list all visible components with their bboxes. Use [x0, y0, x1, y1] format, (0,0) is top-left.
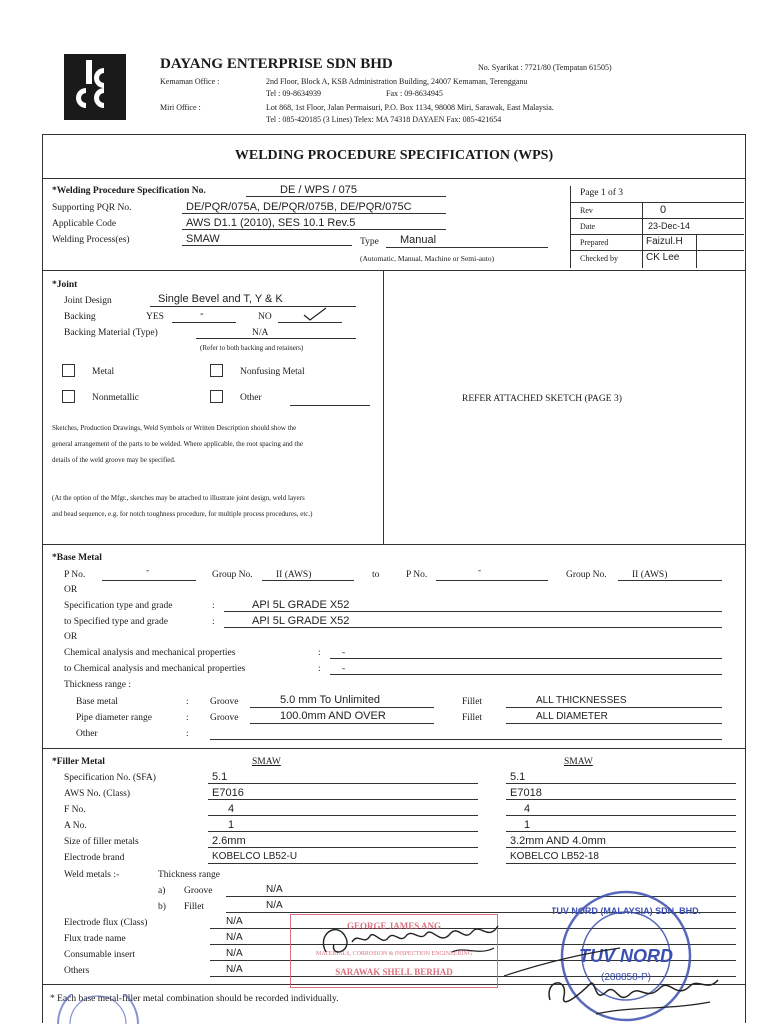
miri-address: Lot 868, 1st Floor, Jalan Permaisuri, P.O. Box 1134, 98008 Miri, Sarawak, East Malaysia.	[266, 103, 554, 112]
filler-row	[0, 770, 768, 786]
filler-fillet-label: Fillet	[184, 902, 205, 912]
kemaman-fax: Fax : 09-8634945	[386, 89, 443, 98]
filler-row-label: Size of filler metals	[64, 837, 139, 847]
groove-a-label: a)	[158, 886, 166, 896]
insert-value: N/A	[226, 948, 243, 959]
spec2-label: to Specified type and grade	[64, 617, 168, 627]
miri-label: Miri Office :	[160, 103, 201, 112]
type-label: Type	[360, 237, 379, 247]
filler-row-label: AWS No. (Class)	[64, 789, 130, 799]
pqr-value: DE/PQR/075A, DE/PQR/075B, DE/PQR/075C	[186, 201, 412, 213]
form-title: WELDING PROCEDURE SPECIFICATION (WPS)	[234, 148, 554, 163]
nonmetallic-checkbox[interactable]	[62, 390, 75, 403]
base-metal-heading: *Base Metal	[52, 553, 102, 563]
filler-row-v2: 1	[524, 819, 531, 831]
or-2: OR	[64, 632, 78, 642]
filler-row	[0, 818, 768, 834]
nonfusing-label: Nonfusing Metal	[240, 367, 305, 377]
filler-row-v2: E7018	[510, 787, 542, 799]
pno-value: -	[146, 566, 150, 576]
miri-tel: Tel : 085-420185 (3 Lines) Telex: MA 74318 DAYAEN Fax: 085-421654	[266, 115, 502, 124]
backing-material-label: Backing Material (Type)	[64, 328, 158, 338]
filler-col2-heading: SMAW	[564, 757, 593, 767]
other-checkbox[interactable]	[210, 390, 223, 403]
backing-yes-label: YES	[146, 312, 164, 322]
to-label: to	[372, 570, 380, 580]
filler-row-v1: 4	[228, 803, 235, 815]
chem2-value: -	[342, 664, 346, 674]
backing-material-value: N/A	[252, 328, 269, 338]
filler-row-v2: KOBELCO LB52-18	[510, 851, 599, 862]
pipe-groove-value: 100.0mm AND OVER	[280, 710, 386, 722]
or-1: OR	[64, 585, 78, 595]
base-fillet-label: Fillet	[462, 697, 483, 707]
tuv-stamp-num: (288858-P)	[600, 972, 652, 983]
group-label: Group No.	[212, 570, 253, 580]
joint-design-value: Single Bevel and T, Y & K	[158, 293, 283, 305]
trade-value: N/A	[226, 932, 243, 943]
code-label: Applicable Code	[52, 219, 117, 229]
nonfusing-checkbox[interactable]	[210, 364, 223, 377]
page-label: Page 1 of 3	[580, 188, 624, 198]
metal-label: Metal	[92, 367, 115, 377]
checked-label: Checked by	[580, 254, 618, 263]
backing-no-label: NO	[258, 312, 272, 322]
signature-1-icon	[312, 912, 512, 987]
type-note: (Automatic, Manual, Machine or Semi-auto)	[360, 254, 495, 263]
stamp-line-2: MATERIALS, CORROSION & INSPECTION ENGINEERING	[315, 951, 473, 957]
checked-value: CK Lee	[646, 252, 680, 263]
company-reg: No. Syarikat : 7721/80 (Tempatan 61505)	[478, 63, 612, 72]
spec2-value: API 5L GRADE X52	[252, 615, 350, 627]
wps-no-value: DE / WPS / 075	[280, 184, 358, 196]
nonmetallic-label: Nonmetallic	[92, 393, 139, 403]
pno-label: P No.	[64, 570, 86, 580]
backing-note: (Refer to both backing and retainers)	[200, 344, 304, 352]
company-name: DAYANG ENTERPRISE SDN BHD	[160, 56, 393, 72]
process-value: SMAW	[186, 233, 220, 245]
filler-row-v1: 5.1	[212, 771, 228, 783]
pipe-fillet-value: ALL DIAMETER	[536, 711, 608, 722]
filler-row-v2: 5.1	[510, 771, 526, 783]
kemaman-address: 2nd Floor, Block A, KSB Administration Building, 24007 Kemaman, Terengganu	[266, 77, 528, 86]
spec-label: Specification type and grade	[64, 601, 173, 611]
flux-value: N/A	[226, 916, 243, 927]
filler-row-v1: 1	[228, 819, 235, 831]
filler-row-label: Electrode brand	[64, 853, 125, 863]
footnote: * Each base metal-filler metal combination should be recorded individually.	[50, 994, 339, 1004]
fillet-b-label: b)	[158, 902, 166, 912]
chem-label: Chemical analysis and mechanical properties	[64, 648, 236, 658]
backing-no-check-icon	[302, 306, 328, 327]
prepared-value: Faizul.H	[646, 236, 683, 247]
filler-row-label: Specification No. (SFA)	[64, 773, 156, 783]
kemaman-tel: Tel : 09-8634939	[266, 89, 321, 98]
prepared-label: Prepared	[580, 238, 609, 247]
date-value: 23-Dec-14	[648, 221, 691, 231]
group2-label: Group No.	[566, 570, 607, 580]
filler-row-label: F No.	[64, 805, 86, 815]
base-fillet-value: ALL THICKNESSES	[536, 695, 627, 706]
stamp-line-3: SARAWAK SHELL BERHAD	[335, 967, 453, 977]
thickness-range-label: Thickness range	[158, 870, 220, 880]
stamp-line-1: GEORGE JAMES ANG	[346, 921, 441, 931]
rev-value: 0	[660, 204, 667, 216]
filler-row-v2: 4	[524, 803, 531, 815]
chem-value: -	[342, 648, 346, 658]
wps-no-label: *Welding Procedure Specification No.	[52, 186, 206, 196]
insert-label: Consumable insert	[64, 950, 135, 960]
pipe-groove-label: Groove	[210, 713, 239, 723]
metal-checkbox[interactable]	[62, 364, 75, 377]
process-label: Welding Process(es)	[52, 235, 130, 245]
joint-option-note: (At the option of the Mfgr., sketches may be attached to illustrate joint design, weld layers and bead sequence, e.g. for notch toughness procedure, for multiple process procedures, etc.)	[52, 494, 313, 518]
thickness-label: Thickness range :	[64, 680, 132, 690]
pno2-value: -	[478, 566, 482, 576]
filler-row-v2: 3.2mm AND 4.0mm	[510, 835, 606, 847]
filler-groove-value: N/A	[266, 884, 283, 895]
filler-row-label: A No.	[64, 821, 87, 831]
code-value: AWS D1.1 (2010), SES 10.1 Rev.5	[186, 217, 356, 229]
other-label: Other	[240, 393, 262, 403]
filler-heading: *Filler Metal	[52, 757, 105, 767]
filler-col1-heading: SMAW	[252, 757, 281, 767]
group2-value: II (AWS)	[632, 570, 668, 580]
kemaman-label: Kemaman Office :	[160, 77, 220, 86]
filler-fillet-value: N/A	[266, 900, 283, 911]
others-label: Others	[64, 966, 90, 976]
trade-label: Flux trade name	[64, 934, 126, 944]
other-base-label: Other	[76, 729, 98, 739]
filler-row	[0, 786, 768, 802]
filler-row-v1: E7016	[212, 787, 244, 799]
filler-groove-label: Groove	[184, 886, 213, 896]
filler-row	[0, 802, 768, 818]
joint-design-label: Joint Design	[64, 296, 112, 306]
filler-row-v1: KOBELCO LB52-U	[212, 851, 298, 862]
tuv-stamp-top: TUV NORD (MALAYSIA) SDN. BHD.	[552, 906, 700, 916]
flux-label: Electrode flux (Class)	[64, 918, 148, 928]
pipe-fillet-label: Fillet	[462, 713, 483, 723]
filler-row-v1: 2.6mm	[212, 835, 246, 847]
filler-row	[0, 834, 768, 850]
base-metal-label: Base metal	[76, 697, 118, 707]
joint-instructions: Sketches, Production Drawings, Weld Symbols or Written Description should show the general arrangement of the parts to be welded. Where applicable, the root spacing and the details of the weld groove may be specified.	[52, 424, 303, 464]
base-groove-value: 5.0 mm To Unlimited	[280, 694, 381, 706]
weld-metals-label: Weld metals :-	[64, 870, 120, 880]
backing-yes-value: -	[200, 308, 204, 320]
pipe-label: Pipe diameter range	[76, 713, 152, 723]
others-value: N/A	[226, 964, 243, 975]
rev-label: Rev	[580, 206, 593, 215]
company-logo	[64, 54, 126, 120]
date-label: Date	[580, 222, 596, 231]
header-info-table	[570, 186, 744, 268]
signature-2-icon	[500, 940, 730, 1029]
tuv-stamp-center: TUV NORD	[579, 946, 673, 966]
pno2-label: P No.	[406, 570, 428, 580]
pqr-label: Supporting PQR No.	[52, 203, 132, 213]
joint-heading: *Joint	[52, 280, 78, 290]
chem2-label: to Chemical analysis and mechanical properties	[64, 664, 246, 674]
filler-row	[0, 850, 768, 866]
backing-label: Backing	[64, 312, 96, 322]
spec-value: API 5L GRADE X52	[252, 599, 350, 611]
group-value: II (AWS)	[276, 570, 312, 580]
type-value: Manual	[400, 234, 437, 246]
sketch-reference: REFER ATTACHED SKETCH (PAGE 3)	[462, 394, 622, 404]
base-groove-label: Groove	[210, 697, 239, 707]
